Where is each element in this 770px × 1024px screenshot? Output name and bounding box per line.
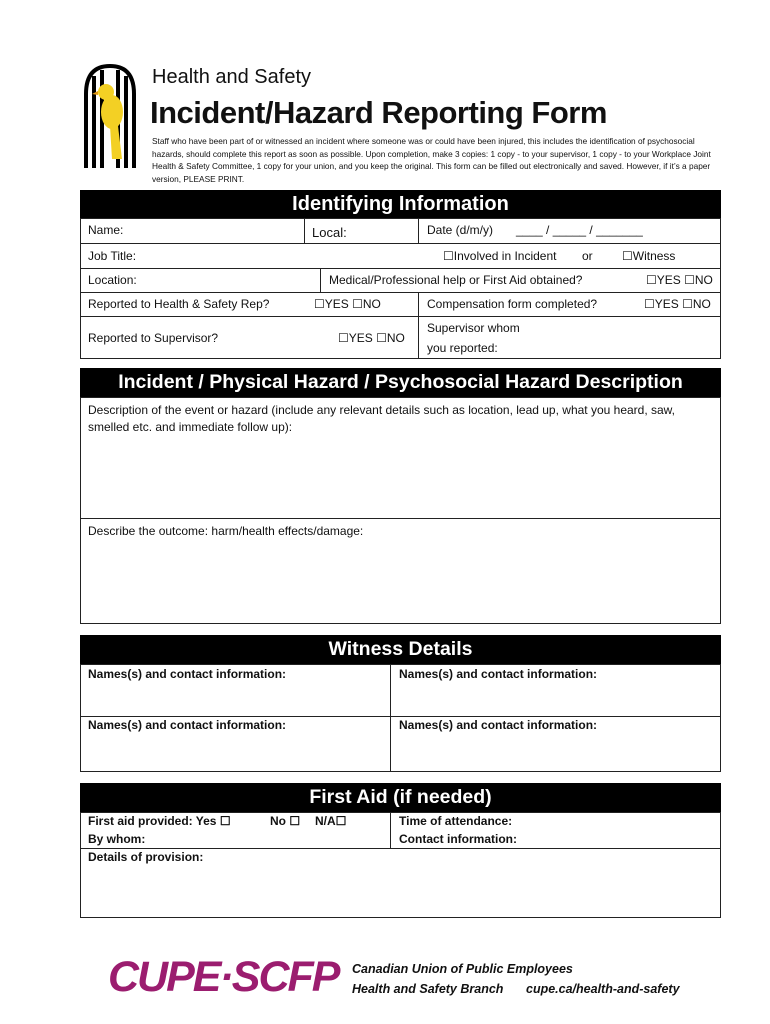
contact-info-field[interactable]: Contact information: — [399, 832, 517, 846]
job-title-field[interactable]: Job Title: — [88, 249, 137, 263]
first-aid-no-checkbox[interactable]: No ☐ — [270, 814, 301, 828]
form-instructions: Staff who have been part of or witnessed an incident where someone was or could have been injured, this includes the identification of psychosocial hazards, should complete this report as soon as possible. Upon completion, make 3 copies: 1 copy - to your supervisor, 1 copy - to your Workplace Joint Health & Safety Committee, 1 copy for your union, and you keep the original. This form can be filled out electronically and saved. However, if it’s a paper version, PLEASE PRINT. — [152, 136, 711, 184]
details-provision-field[interactable]: Details of provision: — [88, 850, 204, 864]
form-title: Incident/Hazard Reporting Form — [150, 95, 607, 130]
witness-4-field[interactable]: Names(s) and contact information: — [399, 718, 598, 732]
identifying-info-heading: Identifying Information — [80, 190, 721, 218]
local-field[interactable]: Local: — [312, 225, 347, 240]
compensation-yes-no-checkbox[interactable]: ☐YES ☐NO — [644, 297, 711, 311]
canary-cage-logo — [82, 64, 138, 168]
name-field[interactable]: Name: — [88, 223, 124, 237]
witness-1-field[interactable]: Names(s) and contact information: — [88, 667, 287, 681]
reported-hs-label: Reported to Health & Safety Rep? — [88, 297, 270, 311]
time-attendance-field[interactable]: Time of attendance: — [399, 814, 513, 828]
witness-3-field[interactable]: Names(s) and contact information: — [88, 718, 287, 732]
medical-help-label: Medical/Professional help or First Aid obtained? — [329, 273, 583, 287]
first-aid-heading: First Aid (if needed) — [80, 783, 721, 812]
witness-heading: Witness Details — [80, 635, 721, 664]
by-whom-field[interactable]: By whom: — [88, 832, 146, 846]
form-subtitle: Health and Safety — [152, 66, 311, 88]
supervisor-whom-label-1: Supervisor whom — [427, 321, 520, 335]
description-prompt-1: Description of the event or hazard (include any relevant details such as location, lead up, what you heard, saw, — [88, 403, 676, 417]
witness-2-field[interactable]: Names(s) and contact information: — [399, 667, 598, 681]
date-field[interactable]: ____ / _____ / _______ — [516, 223, 643, 237]
outcome-textarea[interactable] — [81, 542, 720, 622]
reported-hs-yes-no-checkbox[interactable]: ☐YES ☐NO — [314, 297, 381, 311]
outcome-prompt: Describe the outcome: harm/health effects/damage: — [88, 524, 364, 538]
footer-url[interactable]: cupe.ca/health-and-safety — [526, 982, 680, 996]
org-name: Canadian Union of Public Employees — [352, 962, 573, 976]
branch-name: Health and Safety Branch — [352, 982, 504, 996]
reported-supervisor-label: Reported to Supervisor? — [88, 331, 219, 345]
reported-supervisor-yes-no-checkbox[interactable]: ☐YES ☐NO — [338, 331, 405, 345]
witness-checkbox[interactable]: ☐Witness — [622, 249, 676, 263]
cupe-scfp-logo: CUPE·SCFP — [108, 953, 339, 1001]
description-textarea[interactable] — [81, 440, 720, 517]
date-label: Date (d/m/y) — [427, 223, 494, 237]
medical-yes-no-checkbox[interactable]: ☐YES ☐NO — [646, 273, 713, 287]
description-heading: Incident / Physical Hazard / Psychosocial Hazard Description — [80, 368, 721, 397]
first-aid-na-checkbox[interactable]: N/A☐ — [315, 814, 347, 828]
compensation-label: Compensation form completed? — [427, 297, 598, 311]
first-aid-yes-checkbox[interactable]: First aid provided: Yes ☐ — [88, 814, 231, 828]
supervisor-whom-label-2: you reported: — [427, 341, 498, 355]
location-field[interactable]: Location: — [88, 273, 137, 287]
description-prompt-2: smelled etc. and immediate follow up): — [88, 420, 293, 434]
or-label: or — [582, 249, 593, 263]
involved-checkbox[interactable]: ☐Involved in Incident — [443, 249, 557, 263]
